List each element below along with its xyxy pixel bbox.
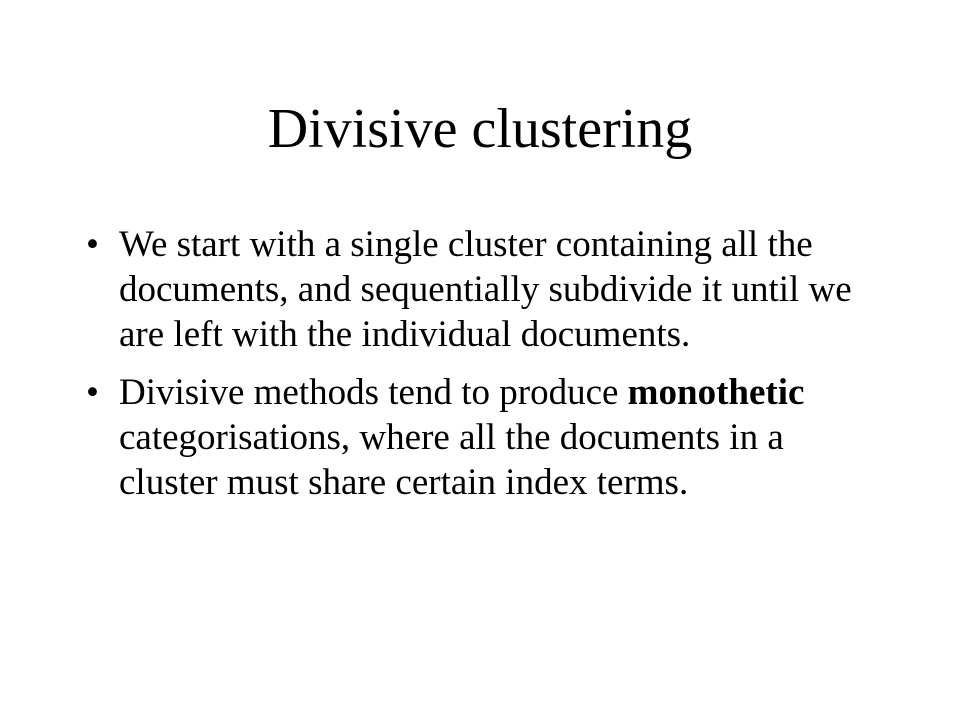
emphasized-term: monothetic xyxy=(627,372,805,413)
bullet-marker: • xyxy=(86,372,99,413)
slide-title: Divisive clustering xyxy=(267,98,693,160)
bullet-marker: • xyxy=(86,224,99,265)
bullet-text-after: categorisations, where all the documents in a cluster must share certain index terms. xyxy=(119,417,784,503)
bullet-text: We start with a single cluster containing all the documents, and sequentially subdivide it until we are left with the individual documents. xyxy=(119,224,852,355)
bullet-list xyxy=(86,222,866,518)
bullet-item-1 xyxy=(86,222,866,357)
bullet-text-before: Divisive methods tend to produce xyxy=(119,372,628,413)
bullet-item-2 xyxy=(86,370,866,505)
